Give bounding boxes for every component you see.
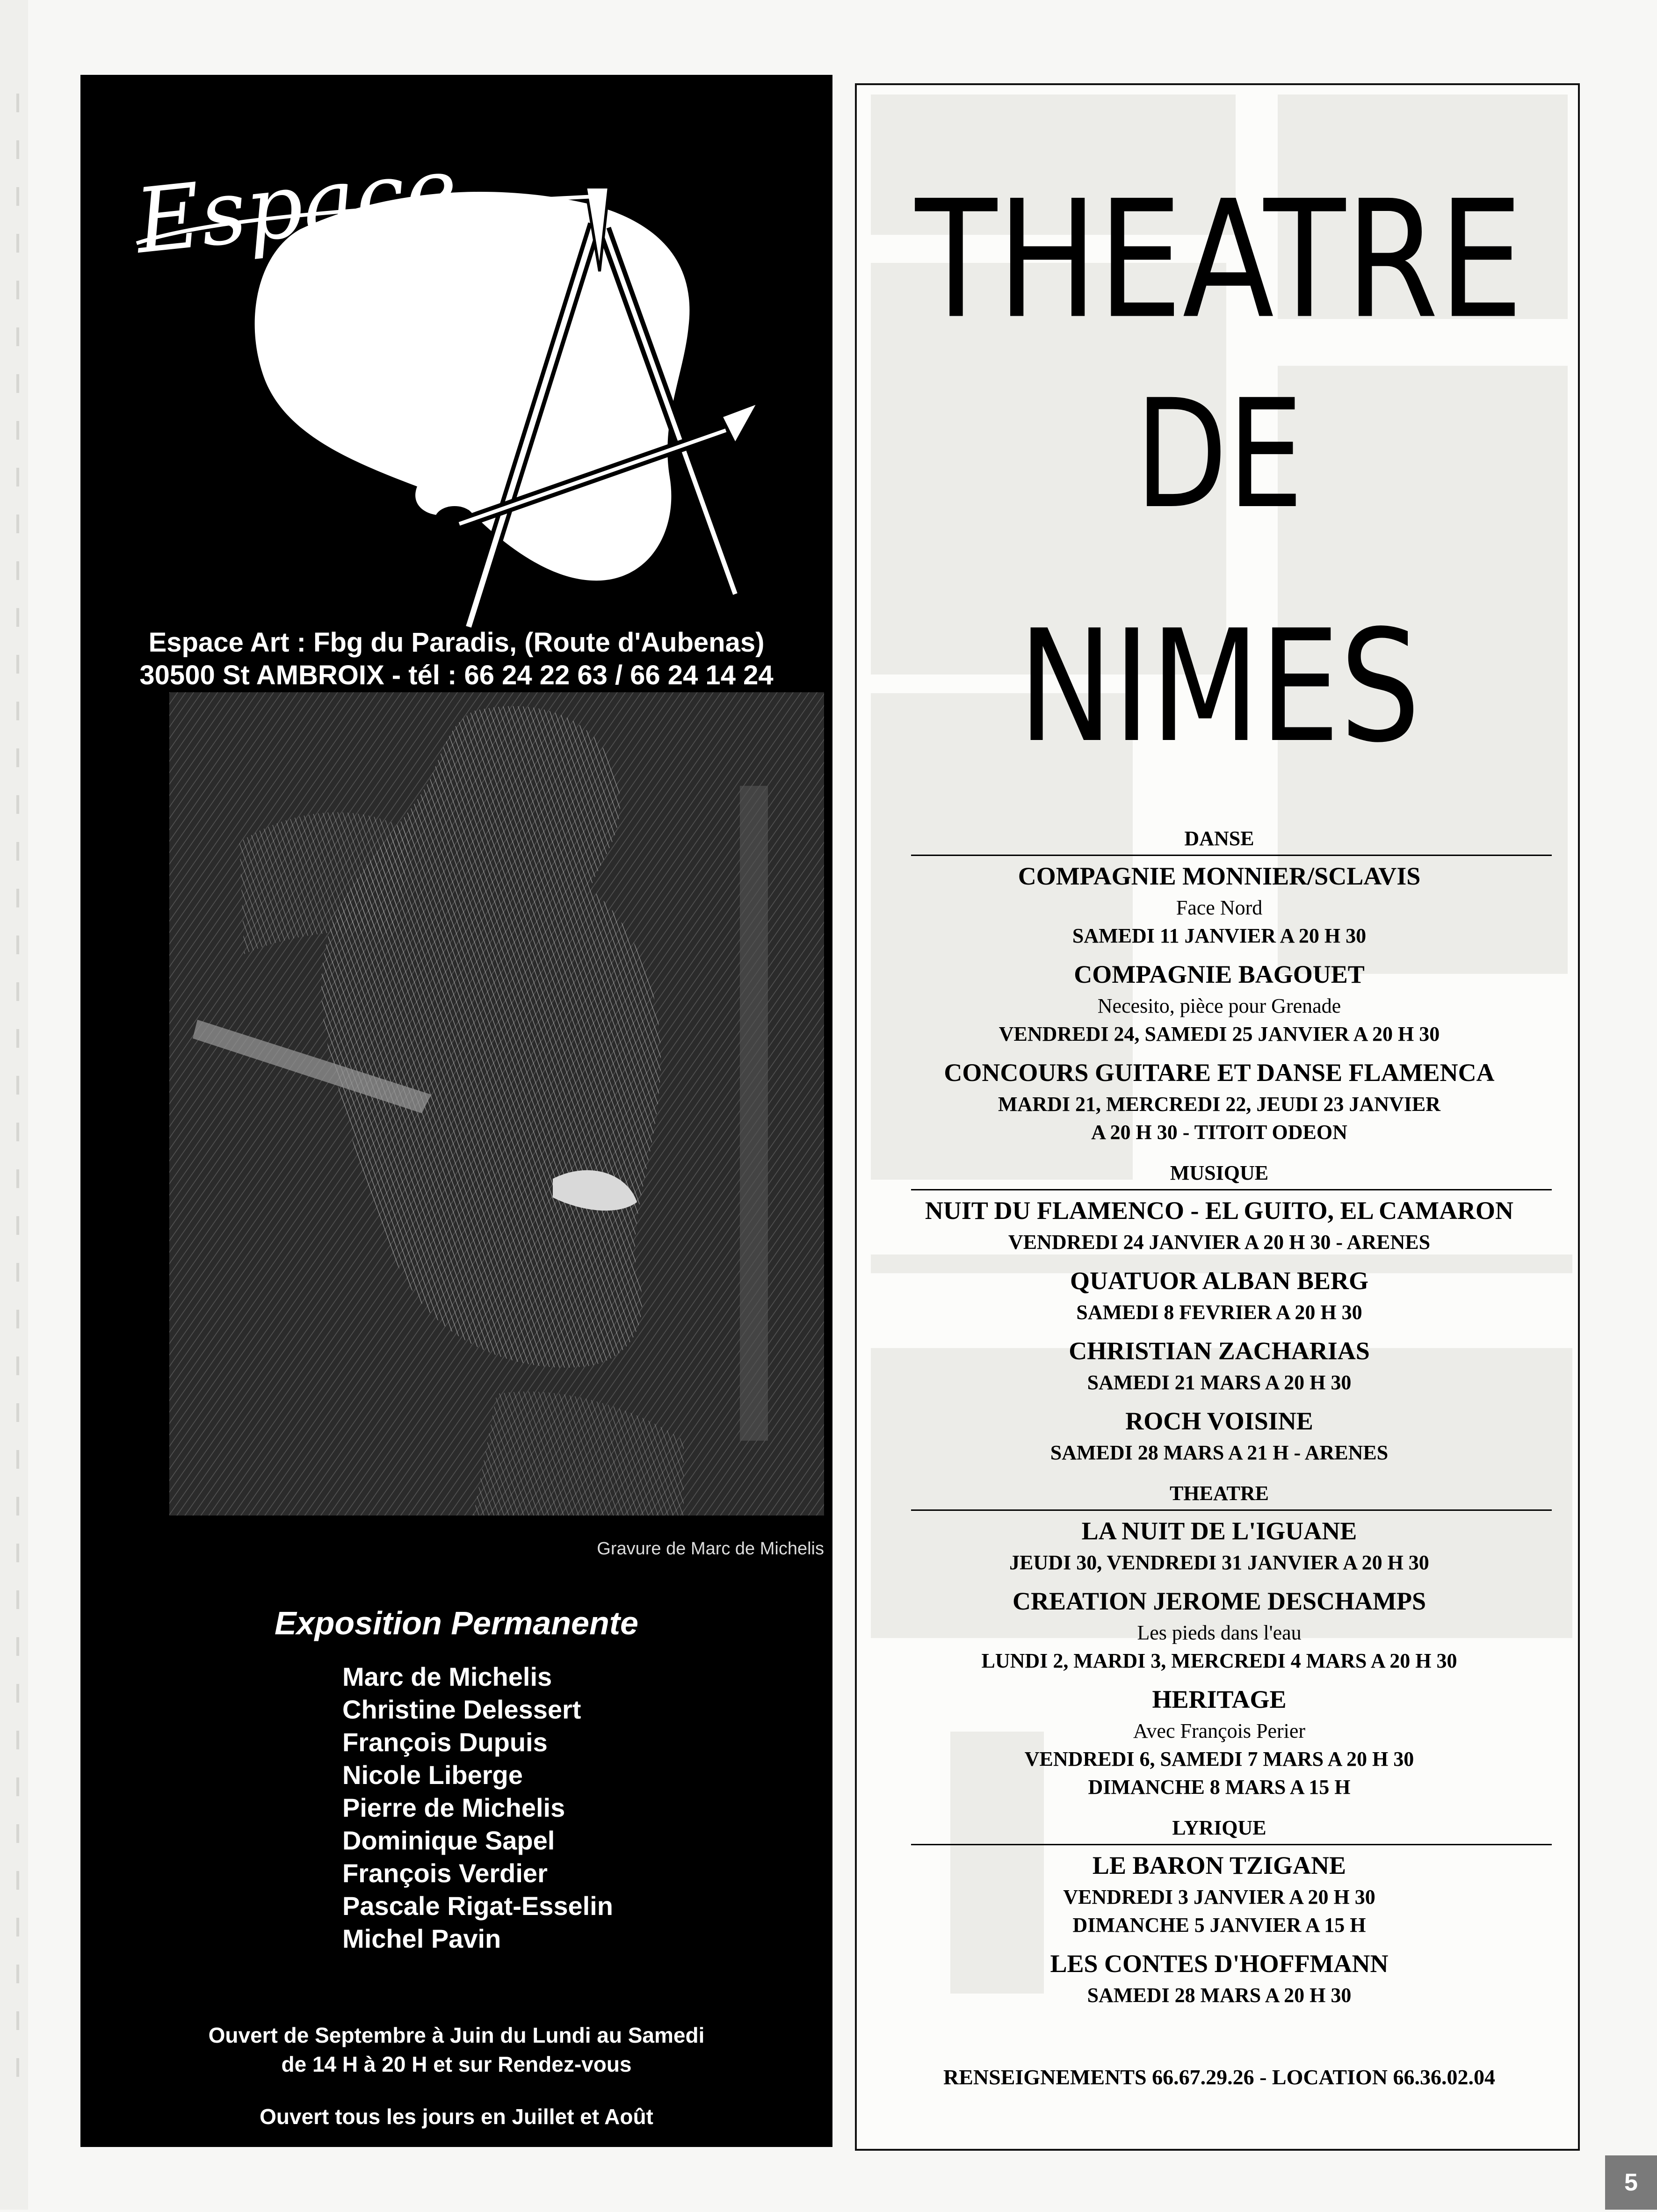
espace-art-advertisement	[80, 75, 832, 2147]
event-name: LA NUIT DE L'IGUANE	[1081, 1517, 1357, 1545]
event-subtitle: Les pieds dans l'eau	[1137, 1621, 1302, 1644]
section-rule	[911, 1189, 1552, 1190]
artist-name: Marc de Michelis	[342, 1662, 552, 1691]
title-theatre: THEATRE	[913, 165, 1523, 355]
event-date: VENDREDI 24, SAMEDI 25 JANVIER A 20 H 30	[999, 1023, 1440, 1045]
event-name: LE BARON TZIGANE	[1092, 1851, 1346, 1879]
event-subtitle: Face Nord	[1176, 896, 1263, 919]
artist-name: François Dupuis	[342, 1727, 548, 1757]
engraving-caption: Gravure de Marc de Michelis	[597, 1539, 824, 1559]
section-rule	[911, 1509, 1552, 1511]
summer-hours: Ouvert tous les jours en Juillet et Août	[260, 2104, 653, 2129]
event-date: LUNDI 2, MARDI 3, MERCREDI 4 MARS A 20 H 30	[981, 1649, 1457, 1672]
event-name: HERITAGE	[1152, 1685, 1287, 1713]
artist-name: Dominique Sapel	[342, 1826, 555, 1855]
event-date: SAMEDI 21 MARS A 20 H 30	[1087, 1371, 1352, 1394]
event-subtitle: Avec François Perier	[1133, 1719, 1306, 1742]
event-date: SAMEDI 28 MARS A 20 H 30	[1087, 1984, 1352, 2007]
title-nimes: NIMES	[1018, 597, 1420, 776]
event-date: SAMEDI 28 MARS A 21 H - ARENES	[1050, 1441, 1389, 1464]
event-date: DIMANCHE 8 MARS A 15 H	[1088, 1776, 1351, 1799]
event-subtitle: Necesito, pièce pour Grenade	[1097, 994, 1341, 1017]
event-date: MARDI 21, MERCREDI 22, JEUDI 23 JANVIER	[998, 1093, 1441, 1116]
event-date: VENDREDI 6, SAMEDI 7 MARS A 20 H 30	[1024, 1748, 1414, 1770]
artist-name: François Verdier	[342, 1858, 548, 1888]
event-name: CREATION JEROME DESCHAMPS	[1012, 1587, 1426, 1615]
event-date: VENDREDI 3 JANVIER A 20 H 30	[1063, 1886, 1375, 1908]
event-name: COMPAGNIE MONNIER/SCLAVIS	[1018, 862, 1421, 890]
section-heading-musique: MUSIQUE	[1170, 1161, 1269, 1184]
address-line-2: 30500 St AMBROIX - tél : 66 24 22 63 / 66 24 14 24	[139, 660, 774, 690]
artist-name: Christine Delessert	[342, 1695, 581, 1724]
page-number: 5	[1605, 2155, 1657, 2210]
exposition-title: Exposition Permanente	[275, 1605, 638, 1641]
section-rule	[911, 855, 1552, 856]
artist-name: Pierre de Michelis	[342, 1793, 565, 1822]
artist-list	[342, 1661, 613, 1955]
event-date: A 20 H 30 - TITOIT ODEON	[1091, 1121, 1347, 1144]
event-name: NUIT DU FLAMENCO - EL GUITO, EL CAMARON	[925, 1197, 1514, 1225]
scanned-margin	[0, 0, 28, 2210]
event-name: QUATUOR ALBAN BERG	[1070, 1267, 1369, 1295]
event-date: DIMANCHE 5 JANVIER A 15 H	[1072, 1914, 1366, 1936]
section-rule	[911, 1844, 1552, 1845]
artist-name: Michel Pavin	[342, 1924, 501, 1953]
event-name: COMPAGNIE BAGOUET	[1074, 960, 1365, 988]
espace-art-logo	[80, 75, 832, 636]
event-date: JEUDI 30, VENDREDI 31 JANVIER A 20 H 30	[1009, 1551, 1429, 1574]
section-heading-theatre: THEATRE	[1170, 1482, 1269, 1505]
opening-hours-line-2: de 14 H à 20 H et sur Rendez-vous	[281, 2052, 632, 2076]
artist-name: Pascale Rigat-Esselin	[342, 1891, 613, 1921]
event-name: CONCOURS GUITARE ET DANSE FLAMENCA	[944, 1059, 1495, 1087]
address-line-1: Espace Art : Fbg du Paradis, (Route d'Aubenas)	[148, 627, 765, 658]
espace-logo-script: Espace	[130, 137, 463, 274]
opening-hours-line-1: Ouvert de Septembre à Juin du Lundi au Samedi	[208, 2023, 705, 2047]
event-name: LES CONTES D'HOFFMANN	[1050, 1950, 1389, 1978]
artist-name: Nicole Liberge	[342, 1760, 523, 1790]
title-de: DE	[1135, 368, 1303, 542]
engraving-image	[169, 692, 824, 1516]
event-date: SAMEDI 11 JANVIER A 20 H 30	[1072, 924, 1367, 947]
theatre-de-nimes-advertisement	[855, 83, 1580, 2151]
section-heading-danse: DANSE	[1184, 827, 1254, 850]
contact-footer: RENSEIGNEMENTS 66.67.29.26 - LOCATION 66.36.02.04	[943, 2065, 1495, 2089]
event-date: SAMEDI 8 FEVRIER A 20 H 30	[1076, 1301, 1362, 1324]
section-heading-lyrique: LYRIQUE	[1172, 1816, 1266, 1839]
event-name: ROCH VOISINE	[1125, 1407, 1313, 1435]
event-date: VENDREDI 24 JANVIER A 20 H 30 - ARENES	[1008, 1231, 1431, 1254]
event-name: CHRISTIAN ZACHARIAS	[1069, 1337, 1370, 1365]
